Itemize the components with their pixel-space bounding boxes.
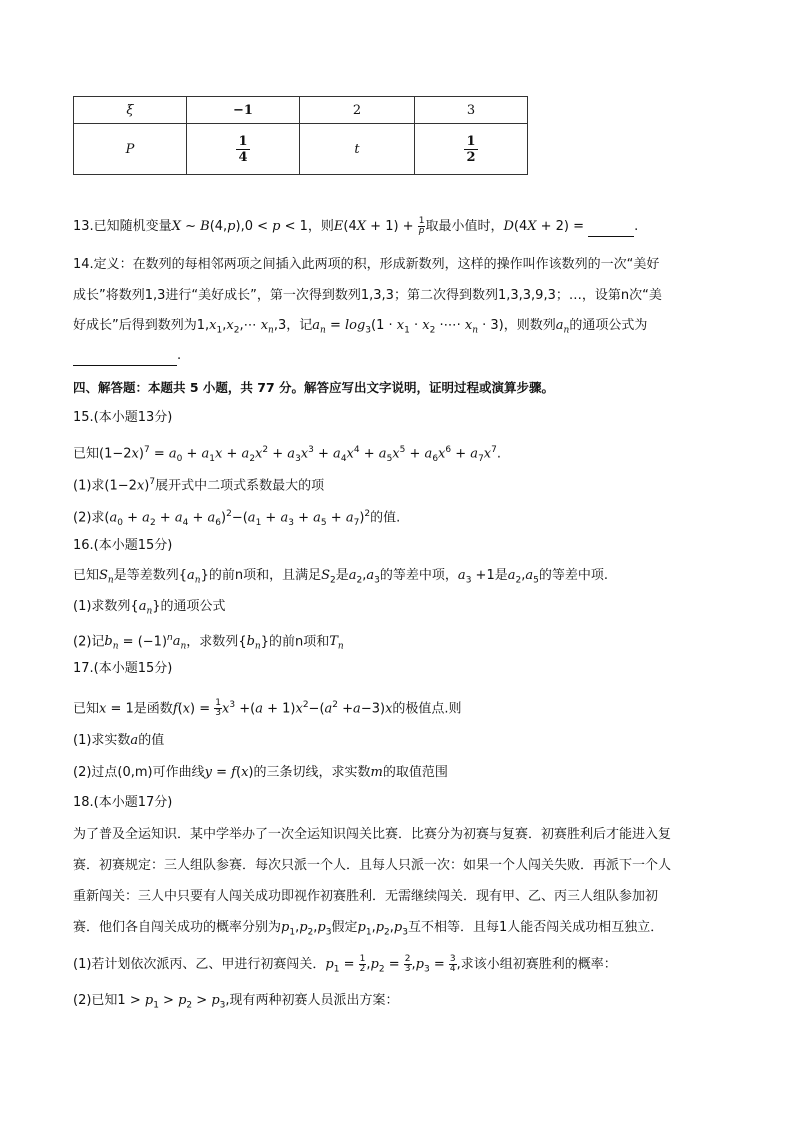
question-15-header: 15.(本小题13分) [73,410,173,425]
question-14-line-2: 成长”将数列1,3进行“美好成长”，第一次得到数列1,3,3；第二次得到数列1,3,3,9,3；…，设第n次“美 [73,288,662,303]
question-18-header: 18.(本小题17分) [73,795,173,810]
table-row [74,124,528,175]
table-cell: ξ [74,97,187,124]
answer-blank[interactable] [588,222,634,237]
table-cell: −1 [187,97,300,124]
question-18-line-1: 为了普及全运知识．某中学举办了一次全运知识闯关比赛．比赛分为初赛与复赛．初赛胜利后才能进入复 [73,827,672,842]
question-17-header: 17.(本小题15分) [73,661,173,676]
table-header-row [74,97,528,124]
table-cell: $\frac{1}{4}$ [187,124,300,175]
question-18-line-2: 赛．初赛规定：三人组队参赛．每次只派一个人．且每人只派一次：如果一个人闯关失败．再派下一个人 [73,858,672,873]
table-cell: $\frac{1}{2}$ [415,124,528,175]
question-16-given: 已知$S_n$是等差数列$\{a_n\}$的前n项和，且满足$S_2$是$a_2,a_3$的等差中项，$a_3 +1$是$a_2,a_5$的等差中项. [73,568,609,586]
question-13: 13.已知随机变量X ~ B(4,p),0 < p < 1，则E(4X + 1) + $\frac{1}{p}$ 取最小值时，D(4X + 2) = . [73,216,639,236]
question-18-line-3: 重新闯关：三人中只要有人闯关成功即视作初赛胜利．无需继续闯关．现有甲、乙、丙三人组队参加初 [73,889,659,904]
question-17-given: 已知x = 1是函数f(x) = $\frac{1}{3}$ $x^3 +(a + 1)x^2-(a^2 +a-3)x$的极值点.则 [73,698,462,719]
question-18-part-2: (2)已知$1 > p_1 > p_2 > p_3$,现有两种初赛人员派出方案： [73,993,399,1011]
section-title: 四、解答题：本题共 5 小题，共 77 分。解答应写出文字说明，证明过程或演算步骤。 [73,380,555,395]
question-14-answer: . [73,346,181,366]
table-cell: 2 [300,97,415,124]
question-18-line-4: 赛．他们各自闯关成功的概率分别为$p_1,p_2,p_3$假定$p_1,p_2,p_3$互不相等．且每1人能否闯关成功相互独立． [73,920,664,938]
question-17-part-1: (1)求实数a的值 [73,733,165,748]
question-17-part-2: (2)过点(0,m)可作曲线y = f(x)的三条切线，求实数m的取值范围 [73,765,448,780]
question-16-part-2: (2)记$b_n = (-1)^na_n$，求数列$\{b_n\}$的前n项和$T_n$ [73,633,344,652]
table-cell: P [74,124,187,175]
distribution-table [73,96,528,175]
question-15-part-2: (2)求$(a_0 + a_2 + a_4 + a_6)^2-(a_1 + a_3 + a_5 + a_7)^2$的值. [73,509,401,528]
question-15-part-1: (1)求$(1-2x)^7$展开式中二项式系数最大的项 [73,477,325,494]
question-16-header: 16.(本小题15分) [73,538,173,553]
question-18-part-1: (1)若计划依次派丙、乙、甲进行初赛闯关．$p_1$ = $\frac{1}{2}$ $,p_2$ = $\frac{2}{3}$ $,p_3$ = $\frac{3}{4}$ ,求该小组初赛胜利的概率： [73,954,617,975]
question-14-line-3: 好成长”后得到数列为$1,x_1,x_2,\cdots$ $x_n,3$，记$a_n = \log_3(1 \cdot x_1 \cdot x_2$ ·⋯· $x_n \cdot 3$)，则数列$a_n$的通项公式为 [73,318,648,336]
table-cell: 3 [415,97,528,124]
table-cell: t [300,124,415,175]
question-14-line-1: 14.定义：在数列的每相邻两项之间插入此两项的积，形成新数列，这样的操作叫作该数列的一次“美好 [73,257,660,272]
question-15-given: 已知$(1-2x)^7 = a_0 + a_1x + a_2x^2 + a_3x^3 + a_4x^4 + a_5x^5 + a_6x^6 + a_7x^7$. [73,445,502,464]
question-16-part-1: (1)求数列$\{a_n\}$的通项公式 [73,599,226,617]
answer-blank[interactable] [73,351,177,366]
